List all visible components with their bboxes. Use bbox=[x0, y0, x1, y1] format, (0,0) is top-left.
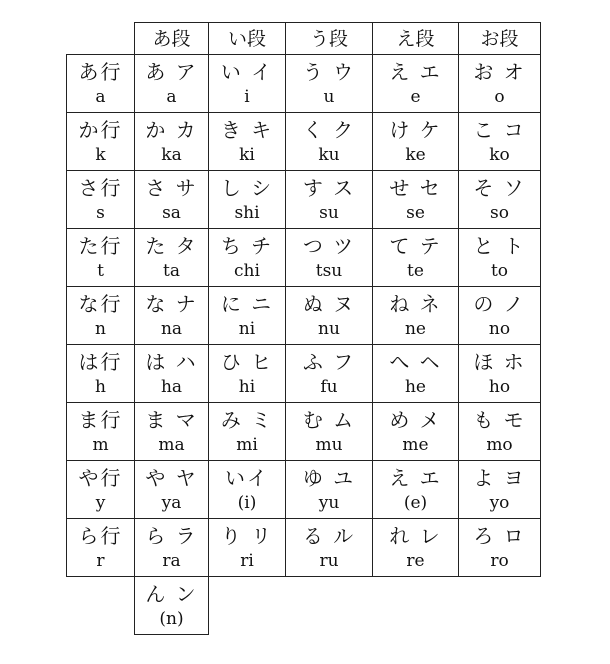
kana-cell bbox=[286, 287, 373, 345]
table-row bbox=[67, 519, 541, 577]
romaji-text: s bbox=[96, 202, 105, 223]
empty-cell bbox=[286, 577, 373, 635]
kana-text: す ス bbox=[302, 175, 356, 200]
romaji-text: se bbox=[406, 202, 425, 223]
kana-cell bbox=[373, 55, 459, 113]
kana-cell bbox=[373, 113, 459, 171]
kana-cell bbox=[286, 113, 373, 171]
romaji-text: (e) bbox=[403, 492, 428, 513]
kana-cell-n bbox=[135, 577, 209, 635]
row-header-cell bbox=[67, 171, 135, 229]
kana-text: ひ ヒ bbox=[220, 349, 274, 374]
kana-text: み ミ bbox=[220, 407, 274, 432]
empty-cell bbox=[67, 577, 135, 635]
kana-text: り リ bbox=[220, 523, 274, 548]
romaji-text: a bbox=[95, 86, 106, 107]
romaji-text: nu bbox=[318, 318, 340, 339]
romaji-text: no bbox=[488, 318, 511, 339]
kana-text: ら ラ bbox=[145, 523, 198, 548]
kana-cell bbox=[135, 55, 209, 113]
kana-cell bbox=[459, 55, 541, 113]
table-row bbox=[67, 229, 541, 287]
kana-cell bbox=[459, 461, 541, 519]
row-header-cell bbox=[67, 55, 135, 113]
romaji-text: ku bbox=[318, 144, 340, 165]
gojuon-table bbox=[66, 22, 541, 635]
kana-text: な行 bbox=[78, 291, 123, 316]
kana-cell bbox=[135, 461, 209, 519]
romaji-text: e bbox=[410, 86, 421, 107]
romaji-text: sa bbox=[162, 202, 181, 223]
romaji-text: fu bbox=[320, 376, 338, 397]
kana-cell bbox=[373, 287, 459, 345]
kana-text: た タ bbox=[145, 233, 198, 258]
kana-text: よ ヨ bbox=[473, 465, 526, 490]
kana-text: い イ bbox=[220, 59, 274, 84]
kana-cell bbox=[209, 403, 286, 461]
kana-text: う ウ bbox=[302, 59, 356, 84]
romaji-text: i bbox=[244, 86, 250, 107]
romaji-text: tsu bbox=[315, 260, 343, 281]
romaji-text: ke bbox=[405, 144, 426, 165]
kana-text: に ニ bbox=[220, 291, 274, 316]
kana-text: し シ bbox=[220, 175, 274, 200]
romaji-text: ka bbox=[161, 144, 182, 165]
kana-cell bbox=[373, 403, 459, 461]
romaji-text: na bbox=[160, 318, 183, 339]
column-header-label: い段 bbox=[227, 27, 266, 50]
kana-text: へ ヘ bbox=[389, 349, 442, 374]
kana-text: せ セ bbox=[389, 175, 442, 200]
column-header bbox=[373, 23, 459, 55]
kana-text: ろ ロ bbox=[473, 523, 526, 548]
kana-text: あ行 bbox=[78, 59, 123, 84]
kana-cell bbox=[135, 345, 209, 403]
kana-text: ち チ bbox=[220, 233, 274, 258]
kana-cell bbox=[459, 113, 541, 171]
romaji-text: k bbox=[95, 144, 106, 165]
header-row bbox=[67, 23, 541, 55]
column-header bbox=[286, 23, 373, 55]
column-header-label: え段 bbox=[396, 27, 435, 50]
kana-cell bbox=[373, 519, 459, 577]
kana-cell bbox=[459, 287, 541, 345]
kana-text: も モ bbox=[473, 407, 526, 432]
kana-text: の ノ bbox=[473, 291, 526, 316]
romaji-text: r bbox=[96, 550, 105, 571]
romaji-text: su bbox=[319, 202, 339, 223]
kana-cell bbox=[373, 171, 459, 229]
romaji-text: m bbox=[92, 434, 109, 455]
romaji-text: ya bbox=[161, 492, 182, 513]
kana-cell bbox=[135, 113, 209, 171]
row-header-cell bbox=[67, 113, 135, 171]
kana-text: れ レ bbox=[389, 523, 442, 548]
romaji-text: mu bbox=[315, 434, 343, 455]
kana-text: む ム bbox=[302, 407, 356, 432]
row-header-cell bbox=[67, 287, 135, 345]
column-header-label: あ段 bbox=[152, 27, 191, 50]
kana-text: こ コ bbox=[473, 117, 526, 142]
romaji-text: yu bbox=[318, 492, 340, 513]
romaji-text: hi bbox=[238, 376, 256, 397]
kana-cell bbox=[209, 519, 286, 577]
kana-cell bbox=[286, 519, 373, 577]
romaji-text: shi bbox=[234, 202, 260, 223]
kana-cell bbox=[209, 287, 286, 345]
kana-text: ゆ ユ bbox=[302, 465, 356, 490]
kana-text: た行 bbox=[78, 233, 123, 258]
table-row bbox=[67, 461, 541, 519]
kana-cell bbox=[286, 55, 373, 113]
kana-text: そ ソ bbox=[473, 175, 526, 200]
kana-text: ぬ ヌ bbox=[302, 291, 356, 316]
romaji-text: ri bbox=[240, 550, 254, 571]
table-row bbox=[67, 171, 541, 229]
kana-text: き キ bbox=[220, 117, 274, 142]
kana-cell bbox=[373, 229, 459, 287]
kana-text: ね ネ bbox=[389, 291, 442, 316]
kana-cell bbox=[373, 345, 459, 403]
kana-text: く ク bbox=[302, 117, 356, 142]
row-header-cell bbox=[67, 229, 135, 287]
kana-text: や ヤ bbox=[145, 465, 198, 490]
kana-text: か カ bbox=[145, 117, 198, 142]
romaji-text: ro bbox=[490, 550, 509, 571]
romaji-text: mo bbox=[486, 434, 513, 455]
kana-text: け ケ bbox=[389, 117, 442, 142]
row-header-cell bbox=[67, 403, 135, 461]
kana-cell bbox=[459, 171, 541, 229]
romaji-text: he bbox=[404, 376, 426, 397]
kana-text: は行 bbox=[78, 349, 123, 374]
kana-text: え エ bbox=[389, 59, 442, 84]
table-row bbox=[67, 287, 541, 345]
column-header bbox=[209, 23, 286, 55]
kana-text: さ行 bbox=[78, 175, 123, 200]
kana-cell bbox=[286, 229, 373, 287]
table-row-n bbox=[67, 577, 541, 635]
romaji-text: ta bbox=[163, 260, 180, 281]
kana-text: お オ bbox=[473, 59, 526, 84]
romaji-text: te bbox=[407, 260, 424, 281]
kana-cell bbox=[135, 519, 209, 577]
kana-cell bbox=[286, 345, 373, 403]
romaji-text: t bbox=[97, 260, 104, 281]
kana-cell bbox=[286, 461, 373, 519]
row-header-cell bbox=[67, 461, 135, 519]
column-header bbox=[135, 23, 209, 55]
gojuon-table-body bbox=[67, 23, 541, 635]
kana-cell bbox=[135, 229, 209, 287]
romaji-text: y bbox=[95, 492, 106, 513]
romaji-text: o bbox=[494, 86, 505, 107]
romaji-text: h bbox=[95, 376, 106, 397]
romaji-text: ni bbox=[238, 318, 256, 339]
kana-text: と ト bbox=[473, 233, 526, 258]
romaji-text: ne bbox=[404, 318, 426, 339]
column-header-label: お段 bbox=[480, 27, 519, 50]
kana-text: いイ bbox=[225, 465, 269, 490]
column-header-label: う段 bbox=[309, 27, 348, 50]
kana-cell bbox=[209, 55, 286, 113]
kana-text: ふ フ bbox=[302, 349, 356, 374]
column-header bbox=[459, 23, 541, 55]
kana-cell bbox=[286, 171, 373, 229]
kana-cell bbox=[209, 461, 286, 519]
romaji-text: chi bbox=[234, 260, 260, 281]
romaji-text: (i) bbox=[237, 492, 257, 513]
kana-text: は ハ bbox=[145, 349, 198, 374]
kana-text: な ナ bbox=[145, 291, 198, 316]
romaji-text: yo bbox=[489, 492, 510, 513]
kana-text: ん ン bbox=[145, 581, 198, 606]
row-header-cell bbox=[67, 345, 135, 403]
kana-text: ま行 bbox=[78, 407, 123, 432]
kana-cell bbox=[459, 345, 541, 403]
romaji-text: a bbox=[166, 86, 177, 107]
kana-text: て テ bbox=[389, 233, 442, 258]
kana-cell bbox=[135, 171, 209, 229]
kana-text: め メ bbox=[389, 407, 442, 432]
romaji-text: ki bbox=[239, 144, 255, 165]
romaji-text: mi bbox=[236, 434, 258, 455]
row-header-cell bbox=[67, 519, 135, 577]
romaji-text: so bbox=[490, 202, 509, 223]
kana-text: さ サ bbox=[145, 175, 198, 200]
romaji-text: u bbox=[323, 86, 335, 107]
kana-cell bbox=[209, 345, 286, 403]
kana-text: ま マ bbox=[145, 407, 198, 432]
kana-cell bbox=[135, 287, 209, 345]
romaji-text: ko bbox=[489, 144, 510, 165]
kana-text: や行 bbox=[78, 465, 123, 490]
romaji-text: ho bbox=[488, 376, 511, 397]
kana-cell bbox=[209, 229, 286, 287]
kana-cell bbox=[459, 229, 541, 287]
kana-text: え エ bbox=[389, 465, 442, 490]
table-row bbox=[67, 345, 541, 403]
romaji-text: (n) bbox=[159, 608, 184, 629]
romaji-text: ru bbox=[319, 550, 339, 571]
kana-text: か行 bbox=[78, 117, 123, 142]
kana-text: ほ ホ bbox=[473, 349, 526, 374]
corner-cell bbox=[67, 23, 135, 55]
romaji-text: ha bbox=[160, 376, 183, 397]
romaji-text: ra bbox=[162, 550, 181, 571]
romaji-text: re bbox=[406, 550, 425, 571]
empty-cell bbox=[373, 577, 459, 635]
table-row bbox=[67, 113, 541, 171]
romaji-text: me bbox=[402, 434, 429, 455]
table-row bbox=[67, 55, 541, 113]
empty-cell bbox=[209, 577, 286, 635]
kana-cell bbox=[373, 461, 459, 519]
romaji-text: ma bbox=[158, 434, 185, 455]
table-row bbox=[67, 403, 541, 461]
kana-text: あ ア bbox=[145, 59, 198, 84]
kana-cell bbox=[209, 113, 286, 171]
kana-text: る ル bbox=[302, 523, 356, 548]
romaji-text: to bbox=[490, 260, 509, 281]
kana-text: ら行 bbox=[78, 523, 123, 548]
kana-text: つ ツ bbox=[302, 233, 356, 258]
kana-cell bbox=[209, 171, 286, 229]
romaji-text: n bbox=[95, 318, 106, 339]
empty-cell bbox=[459, 577, 541, 635]
kana-cell bbox=[286, 403, 373, 461]
kana-cell bbox=[459, 403, 541, 461]
kana-cell bbox=[135, 403, 209, 461]
kana-cell bbox=[459, 519, 541, 577]
